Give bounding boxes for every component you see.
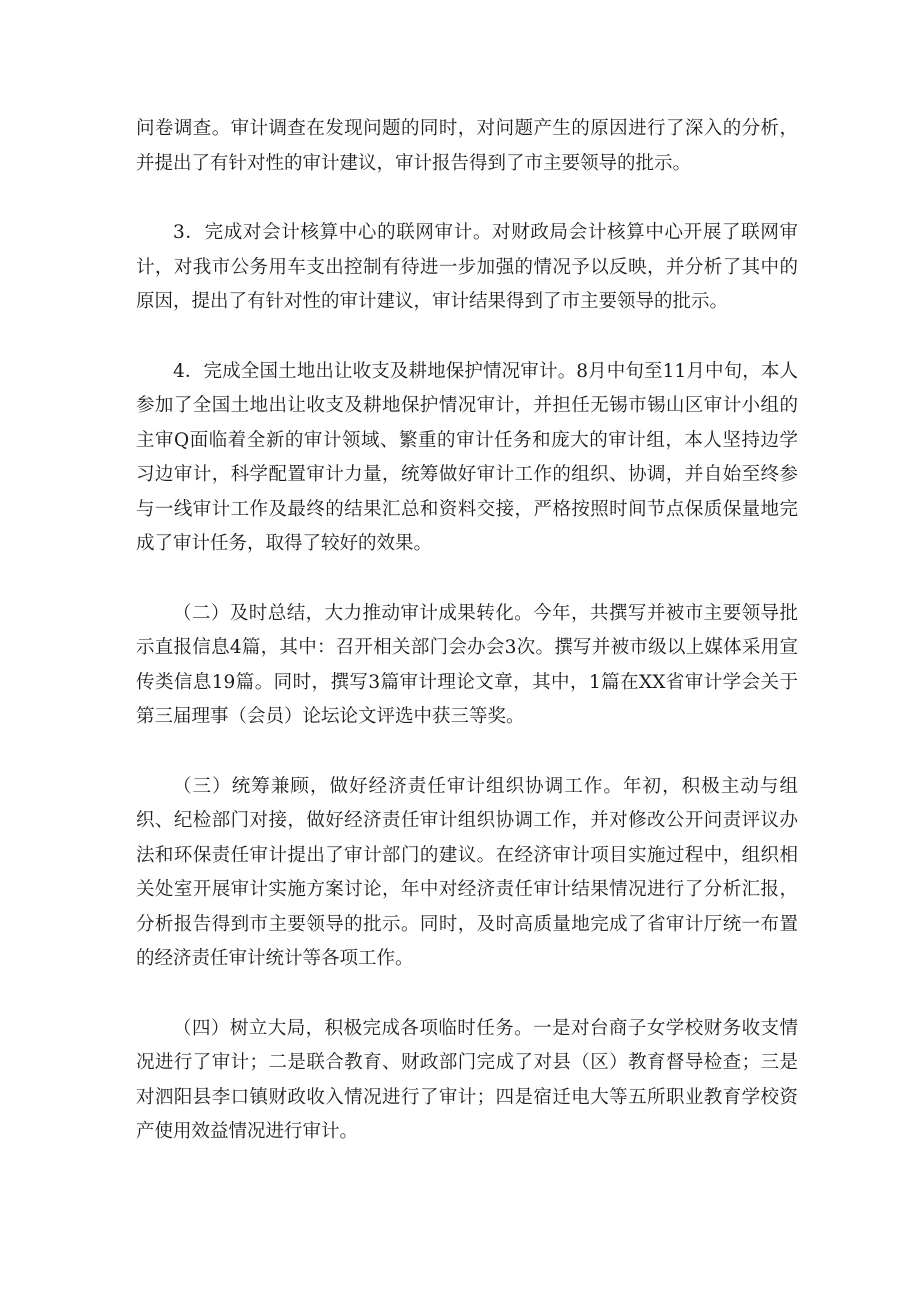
document-body xyxy=(136,112,798,1185)
paragraph-section-3: （三）统筹兼顾，做好经济责任审计组织协调工作。年初，积极主动与组织、纪检部门对接，做好经济责任审计组织协调工作，并对修改公开问责评议办法和环保责任审计提出了审计部门的建议。在经济审计项目实施过程中，组织相关处室开展审计实施方案讨论，年中对经济责任审计结果情况进行了分析汇报，分析报告得到市主要领导的批示。同时，及时高质量地完成了省审计厅统一布置的经济责任审计统计等各项工作。 xyxy=(136,775,798,969)
paragraph-item-4: 4．完成全国土地出让收支及耕地保护情况审计。8月中旬至11月中旬，本人参加了全国土地出让收支及耕地保护情况审计，并担任无锡市锡山区审计小组的主审Q面临着全新的审计领域、繁重的审计任务和庞大的审计组，本人坚持边学习边审计，科学配置审计力量，统筹做好审计工作的组织、协调，并自始至终参与一线审计工作及最终的结果汇总和资料交接，严格按照时间节点保质保量地完成了审计任务，取得了较好的效果。 xyxy=(136,360,798,554)
paragraph-section-2: （二）及时总结，大力推动审计成果转化。今年，共撰写并被市主要领导批示直报信息4篇，其中：召开相关部门会办会3次。撰写并被市级以上媒体采用宣传类信息19篇。同时，撰写3篇审计理论文章，其中，1篇在XX省审计学会关于第三届理事（会员）论坛论文评选中获三等奖。 xyxy=(136,602,798,727)
paragraph-continuation: 问卷调查。审计调查在发现问题的同时，对问题产生的原因进行了深入的分析，并提出了有针对性的审计建议，审计报告得到了市主要领导的批示。 xyxy=(136,118,798,174)
paragraph-section-4: （四）树立大局，积极完成各项临时任务。一是对台商子女学校财务收支情况进行了审计；二是联合教育、财政部门完成了对县（区）教育督导检查；三是对泗阳县李口镇财政收入情况进行了审计；四是宿迁电大等五所职业教育学校资产使用效益情况进行审计。 xyxy=(136,1017,798,1142)
paragraph-item-3: 3．完成对会计核算中心的联网审计。对财政局会计核算中心开展了联网审计，对我市公务用车支出控制有待进一步加强的情况予以反映，并分析了其中的原因，提出了有针对性的审计建议，审计结果得到了市主要领导的批示。 xyxy=(136,222,798,312)
